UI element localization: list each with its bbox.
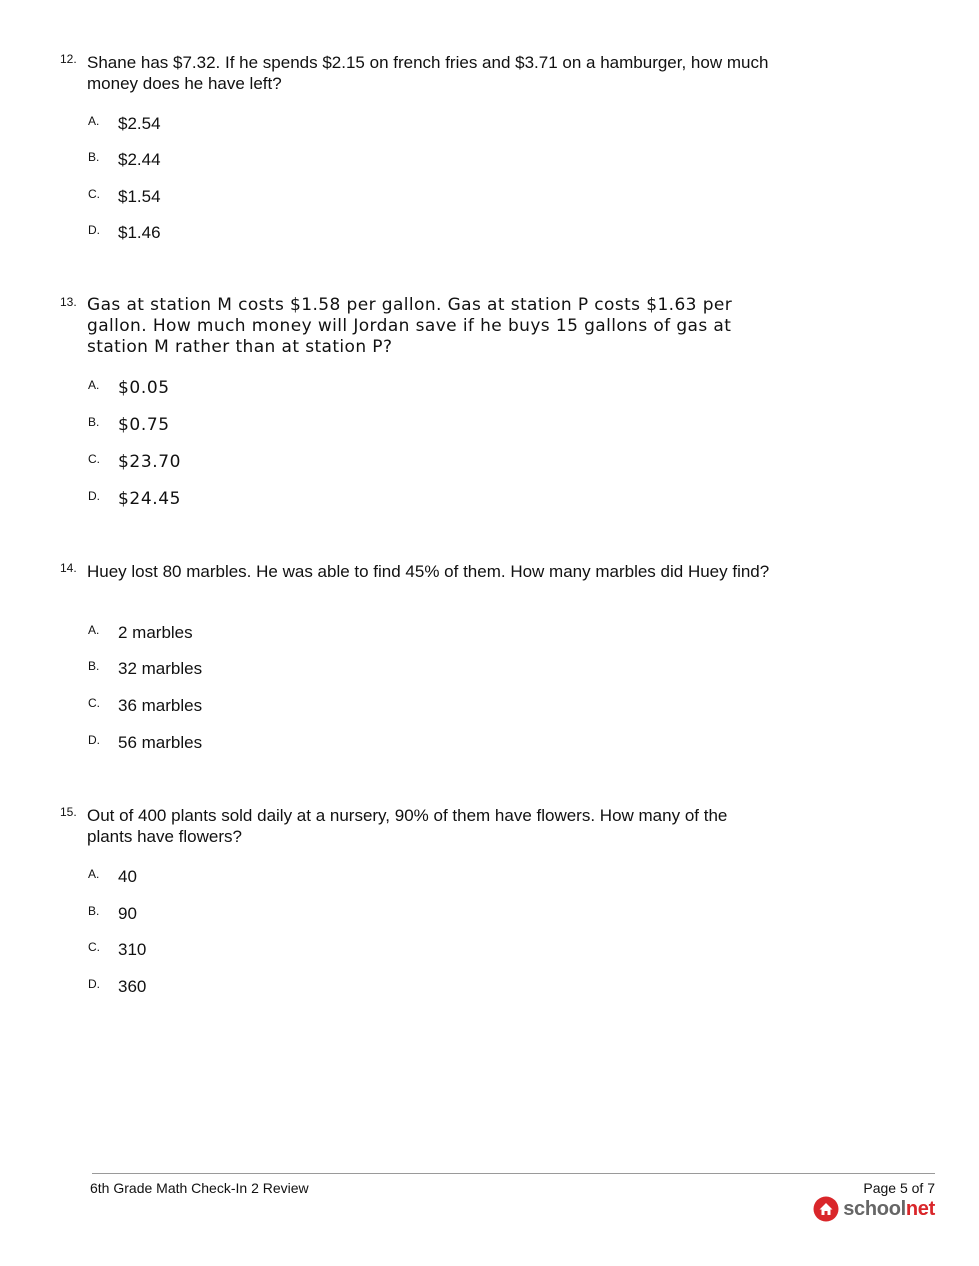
- choice-text: 40: [118, 867, 137, 886]
- footer-divider: [92, 1173, 935, 1174]
- choice-letter: C.: [88, 940, 100, 954]
- house-icon: [813, 1196, 839, 1222]
- choice-letter: C.: [88, 452, 100, 466]
- choice-letter: C.: [88, 696, 100, 710]
- choice-text: $0.05: [118, 378, 170, 398]
- logo-text-accent: net: [905, 1197, 935, 1220]
- choice-letter: A.: [88, 378, 100, 392]
- choice-letter: C.: [88, 187, 100, 201]
- question-number: 12.: [60, 52, 77, 66]
- choice-letter: B.: [88, 904, 100, 918]
- question-text: Shane has $7.32. If he spends $2.15 on french fries and $3.71 on a hamburger, how much money does he have left?: [87, 53, 769, 93]
- schoolnet-logo: [813, 1195, 935, 1223]
- question-number: 13.: [60, 295, 77, 309]
- logo-text-main: school: [843, 1197, 906, 1220]
- choice-text: 2 marbles: [118, 623, 193, 642]
- choice-text: $0.75: [118, 415, 170, 435]
- choice-letter: A.: [88, 114, 100, 128]
- choice-text: 310: [118, 940, 147, 959]
- question-text: Out of 400 plants sold daily at a nursery, 90% of them have flowers. How many of the plants have flowers?: [87, 806, 728, 846]
- question-number: 14.: [60, 561, 77, 575]
- choice-letter: B.: [88, 659, 100, 673]
- choice-letter: D.: [88, 223, 100, 237]
- choice-text: $1.54: [118, 187, 161, 206]
- choice-letter: B.: [88, 415, 100, 429]
- choice-letter: D.: [88, 733, 100, 747]
- choice-text: 32 marbles: [118, 659, 203, 678]
- choice-letter: A.: [88, 867, 100, 881]
- question-number: 15.: [60, 805, 77, 819]
- choice-letter: D.: [88, 977, 100, 991]
- page-number: Page 5 of 7: [863, 1180, 935, 1196]
- choice-letter: B.: [88, 150, 100, 164]
- question-text: Gas at station M costs $1.58 per gallon. Gas at station P costs $1.63 per gallon. How much money will Jordan save if he buys 15 gallons of gas at station M rather than at station P?: [87, 295, 733, 357]
- logo-wordmark: [843, 1198, 935, 1221]
- choice-letter: A.: [88, 623, 100, 637]
- choice-text: 90: [118, 904, 137, 923]
- choice-text: 360: [118, 977, 147, 996]
- choice-text: $24.45: [118, 489, 182, 509]
- question-text: Huey lost 80 marbles. He was able to find 45% of them. How many marbles did Huey find?: [87, 562, 770, 581]
- choice-text: 36 marbles: [118, 696, 203, 715]
- document-title: 6th Grade Math Check-In 2 Review: [90, 1180, 309, 1196]
- choice-text: 56 marbles: [118, 733, 203, 752]
- choice-text: $23.70: [118, 452, 182, 472]
- choice-text: $2.44: [118, 150, 161, 169]
- choice-text: $2.54: [118, 114, 161, 133]
- choice-text: $1.46: [118, 223, 161, 242]
- choice-letter: D.: [88, 489, 100, 503]
